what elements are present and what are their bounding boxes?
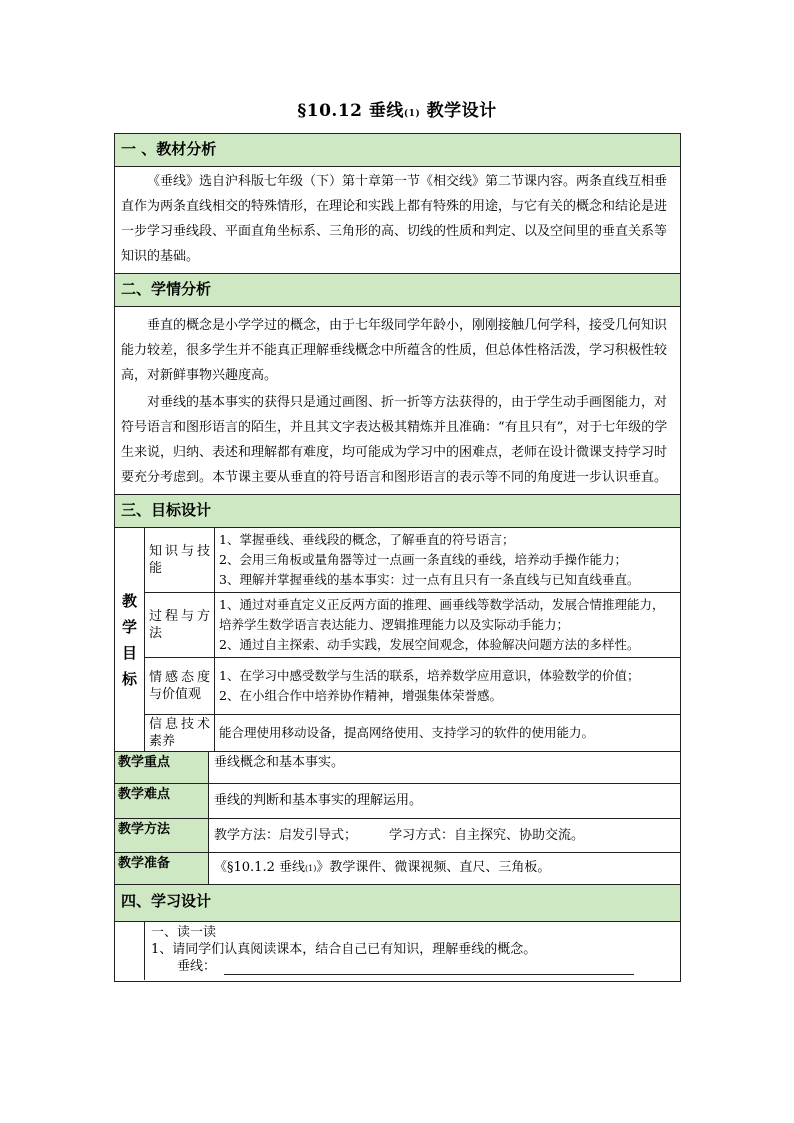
goal-row-knowledge [115,528,681,593]
study-line-definition [151,958,634,975]
goals-table [114,527,681,752]
goal-line: 2、在小组合作中培养协作精神，增强集体荣誉感。 [219,688,502,703]
goal-line: 2、会用三角板或量角器等过一点画一条直线的垂线，培养动手操作能力； [219,552,627,567]
label-key-points: 教学重点 [115,752,209,784]
study-left-column [115,922,145,980]
definition-label: 垂线： [177,959,217,974]
title-sub: (1) [403,109,421,119]
goal-line: 1、在学习中感受数学与生活的联系，培养数学应用意识，体验数学的价值； [219,668,640,683]
label-methods: 教学方法 [115,819,209,853]
row-key-points [115,752,681,784]
content-methods [209,819,681,853]
definition-blank[interactable] [224,962,634,975]
goal-content-emotion [215,658,681,715]
goal-row-process [115,593,681,658]
goal-line: 1、掌握垂线、垂线段的概念，了解垂直的符号语言； [219,532,515,547]
row-methods [115,819,681,853]
paragraph-material-analysis: 《垂线》选自沪科版七年级（下）第十章第一节《相交线》第二节课内容。两条直线互相垂直作为两条直线相交的特殊情形，在理论和实践上都有特殊的用途，与它有关的概念和结论是进一步学习垂线段、平面直角坐标系、三角形的高、切线的性质和判定、以及空间里的垂直关系等知识的基础。 [121,174,668,264]
title-tail: 教学设计 [420,101,497,121]
paragraph-student-analysis-1: 垂直的概念是小学学过的概念，由于七年级同学年龄小，刚刚接触几何学科，接受几何知识能力较差，很多学生并不能真正理解垂线概念中所蕴含的性质，但总体性格活泼，学习积极性较高，对新鲜事物兴趣度高。 [121,318,668,383]
goal-label-emotion: 情感态度与价值观 [145,658,215,715]
goal-line: 能合理使用移动设备，提高网络使用、支持学习的软件的使用能力。 [219,725,595,740]
goals-header-text: 教学目标 [122,591,138,688]
goal-label-process: 过程与方法 [145,593,215,658]
goal-line: 1、通过对垂直定义正反两方面的推理、画垂线等数学活动，发展合情推理能力，培养学生数学语言表达能力、逻辑推理能力以及实际动手能力； [219,597,665,632]
section-body-1 [114,166,681,274]
section-body-2 [114,306,681,495]
content-difficulties: 垂线的判断和基本事实的理解运用。 [209,784,681,819]
row-difficulties [115,784,681,819]
label-preparation: 教学准备 [115,853,209,885]
section-heading-4: 四、学习设计 [114,884,681,922]
title-main: §10.12 垂线 [297,101,404,121]
goal-line: 3、理解并掌握垂线的基本事实：过一点有且只有一条直线与已知直线垂直。 [219,572,640,587]
study-design-block [114,922,681,982]
prep-items: 》教学课件、微课视频、直尺、三角板。 [316,860,551,875]
methods-learning: 学习方式：自主探究、协助交流。 [389,827,585,843]
goal-content-knowledge [215,528,681,593]
content-preparation [209,853,681,885]
goal-line: 2、通过自主探索、动手实践，发展空间观念，体验解决问题方法的多样性。 [219,637,640,652]
section-heading-3: 三、目标设计 [114,494,681,528]
goal-content-it [215,715,681,752]
paragraph-student-analysis-2: 对垂线的基本事实的获得只是通过画图、折一折等方法获得的，由于学生动手画图能力，对符号语言和图形语言的陌生，并且其文字表达极其精炼并且准确：“有且只有”，对于七年级的学生来说，归纳、表述和理解都有难度，均可能成为学习中的困难点，老师在设计微课支持学习时要充分考虑到。本节课主要从垂直的符号语言和图形语言的表示等不同的角度进一步认识垂直。 [121,395,668,485]
methods-teaching: 教学方法：启发引导式； [214,827,358,843]
teaching-info-table [114,751,681,885]
study-lines [151,924,634,975]
goal-label-it: 信息技术素养 [145,715,215,752]
row-preparation [115,853,681,885]
goals-vertical-header [115,528,145,752]
label-difficulties: 教学难点 [115,784,209,819]
goal-label-knowledge: 知识与技能 [145,528,215,593]
document-title [0,96,794,121]
goal-row-it [115,715,681,752]
goal-content-process [215,593,681,658]
section-heading-1: 一 、教材分析 [114,133,681,167]
prep-sub: (1) [304,864,317,873]
section-heading-2: 二、学情分析 [114,273,681,307]
study-line-read: 一、读一读 [151,925,217,940]
study-line-instruction: 1、请同学们认真阅读课本，结合自己已有知识，理解垂线的概念。 [151,942,537,957]
goal-row-emotion [115,658,681,715]
prep-title: 《§10.1.2 垂线 [214,860,305,875]
content-key-points: 垂线概念和基本事实。 [209,752,681,784]
lesson-plan-table [114,133,681,982]
